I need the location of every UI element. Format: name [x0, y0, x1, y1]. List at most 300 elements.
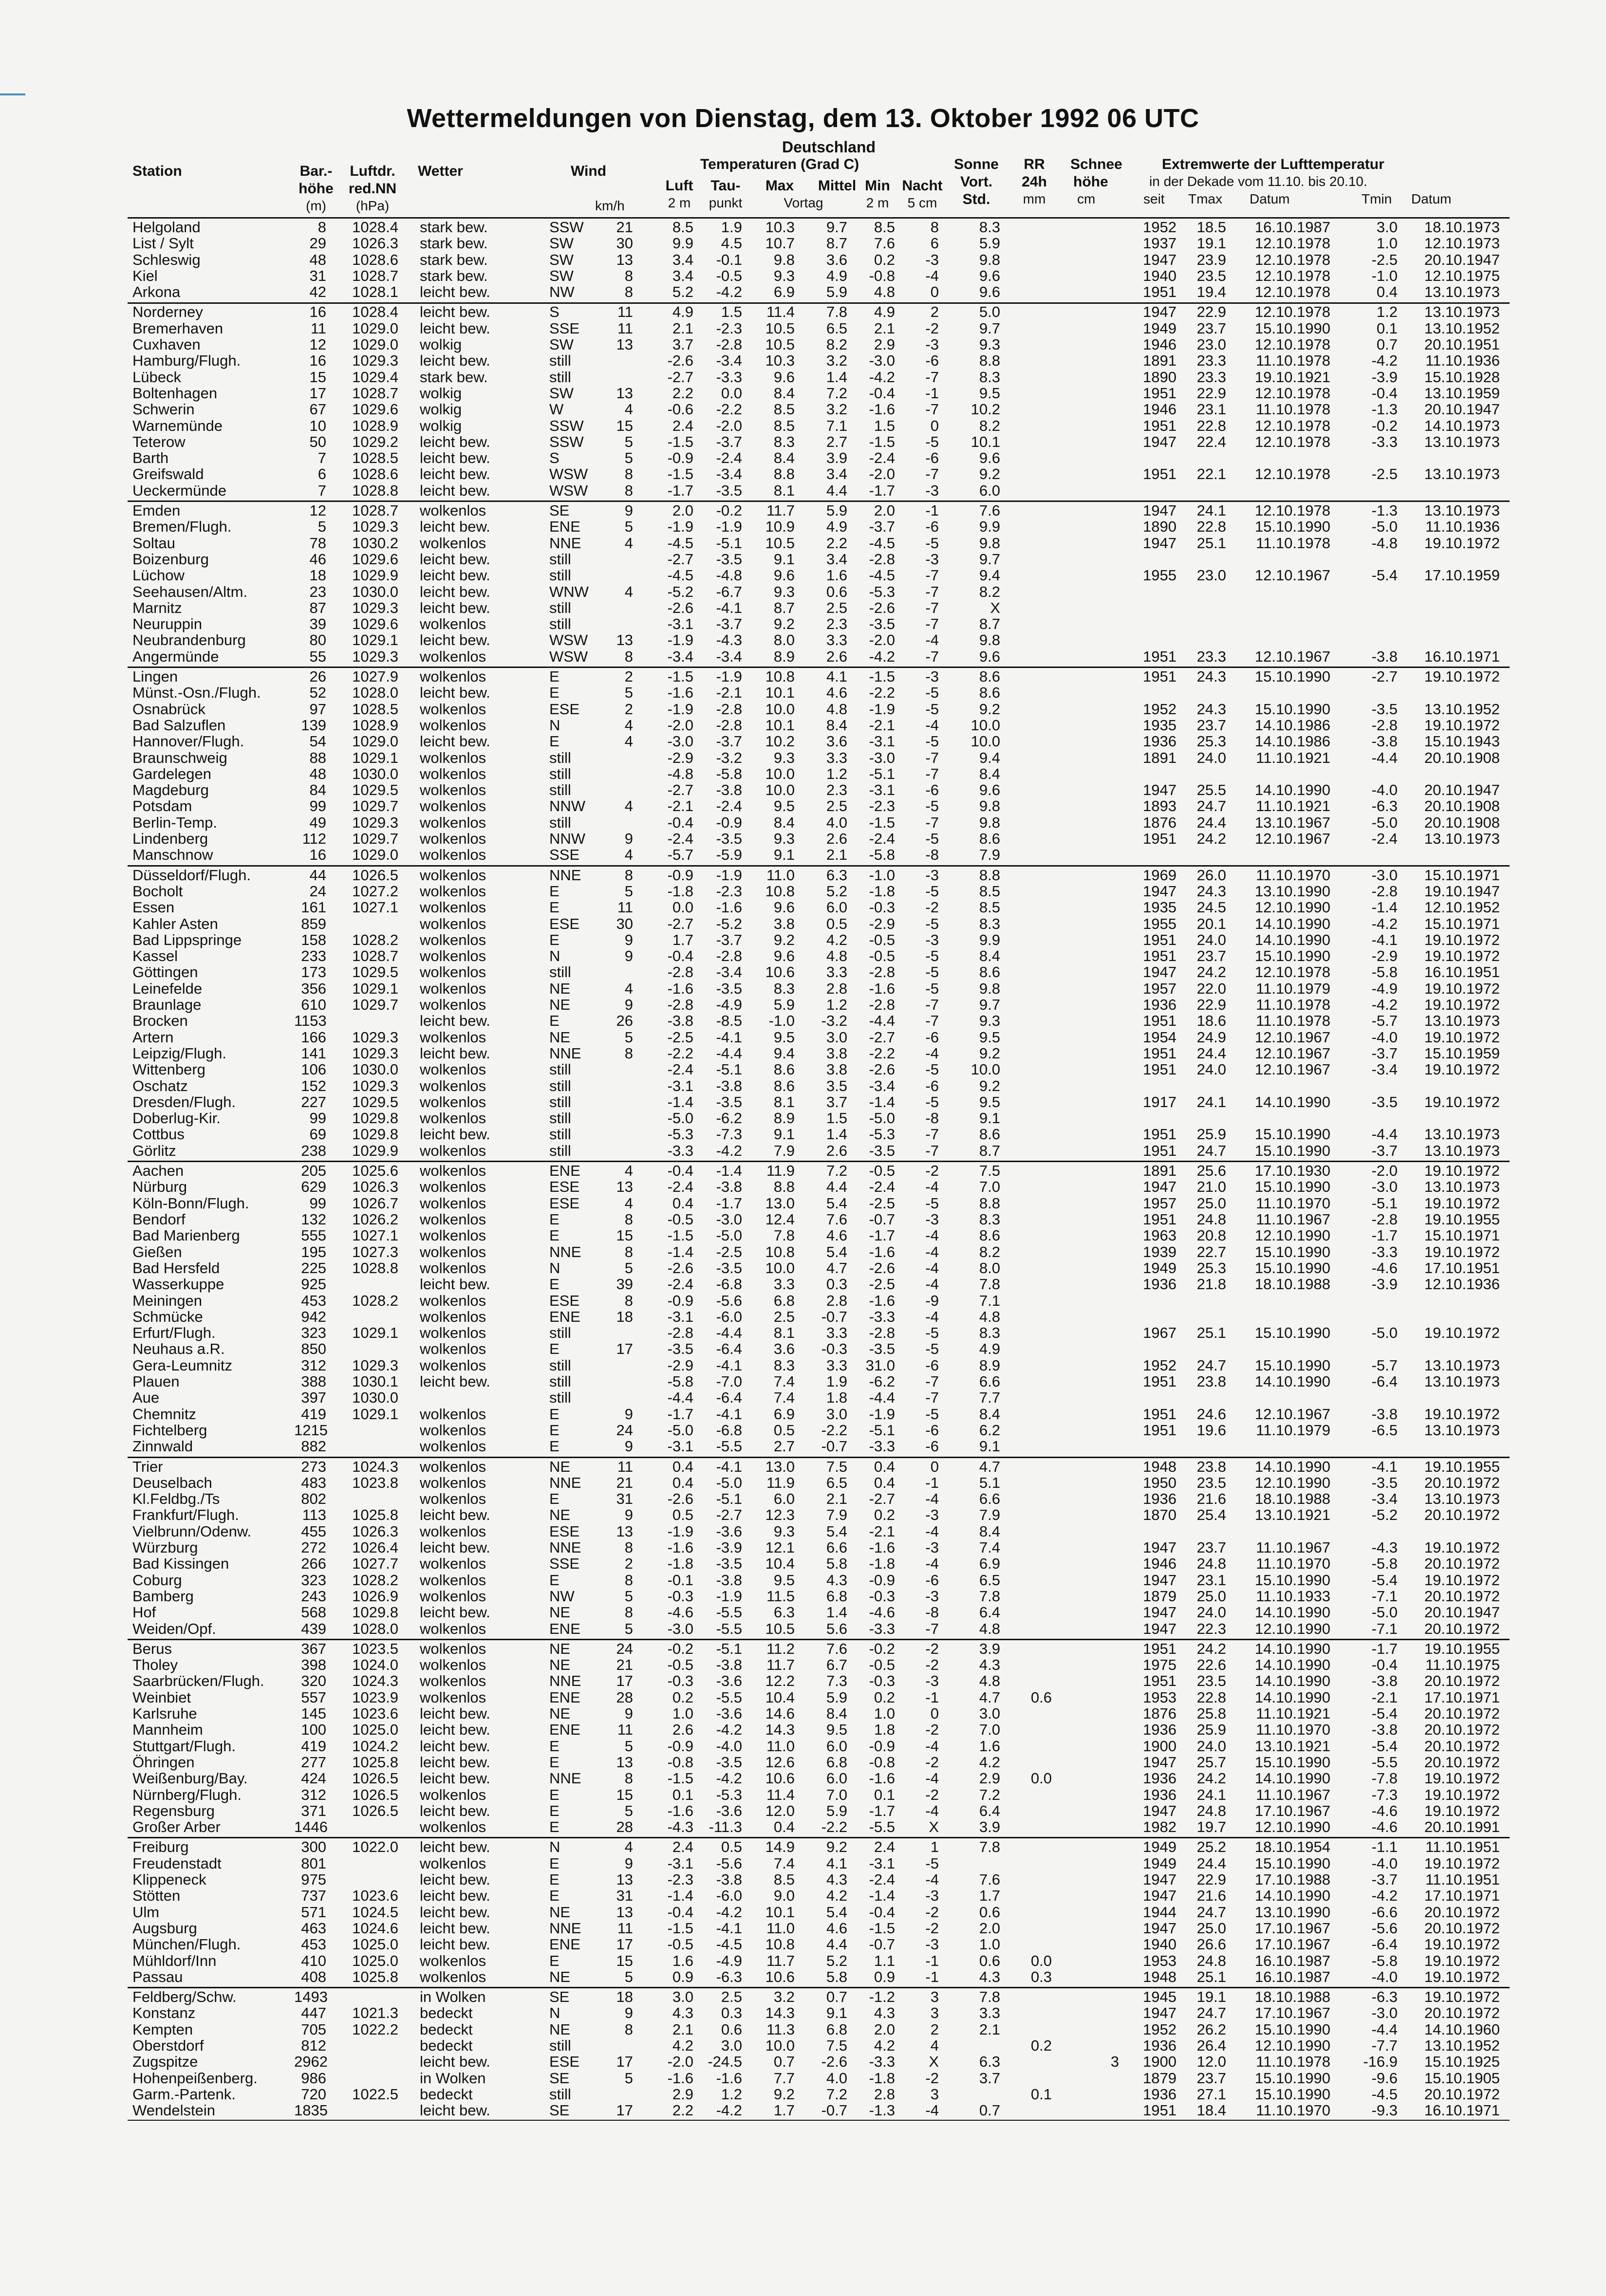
cell-pressure: 1028.5: [352, 449, 398, 466]
table-row: [0, 600, 1606, 616]
cell-wind-speed: 5: [624, 1968, 633, 1985]
table-row: [0, 1029, 1606, 1045]
cell-temp-max: 7.4: [773, 1373, 795, 1390]
cell-tmin: -3.8: [1371, 1406, 1398, 1423]
cell-sunshine: 0.7: [979, 2102, 1000, 2119]
cell-tmin: -5.2: [1371, 1506, 1398, 1523]
cell-tmax: 18.5: [1196, 219, 1226, 236]
cell-temp-min: -2.0: [869, 631, 895, 648]
cell-tmax-date: 15.10.1990: [1254, 1357, 1330, 1374]
cell-weather: wolkenlos: [420, 1029, 486, 1046]
table-row: [0, 1325, 1606, 1341]
cell-temp-air: 4.3: [672, 2004, 693, 2021]
cell-station: Helgoland: [132, 219, 201, 236]
cell-wind-dir: SSW: [549, 417, 584, 434]
cell-temp-air: -2.7: [667, 369, 693, 386]
cell-wind-dir: SSW: [549, 219, 584, 236]
cell-temp-air: 0.4: [672, 1458, 693, 1475]
cell-weather: leicht bew.: [420, 1126, 490, 1143]
cell-sunshine: 9.6: [979, 781, 1000, 798]
cell-since-year: 1947: [1143, 1539, 1176, 1556]
header-bar-1: Bar.-: [299, 163, 333, 179]
cell-wind-speed: 13: [616, 631, 633, 648]
cell-temp-mean: 5.9: [826, 1802, 847, 1819]
cell-tmax: 24.0: [1196, 1061, 1226, 1078]
table-row: [0, 502, 1606, 518]
cell-since-year: 1947: [1143, 535, 1176, 552]
cell-temp-dew: -0.1: [716, 251, 742, 268]
cell-temp-mean: 2.5: [826, 797, 847, 815]
cell-sunshine: 9.8: [979, 980, 1000, 997]
cell-sunshine: 4.8: [979, 1620, 1000, 1637]
cell-tmax: 22.9: [1196, 303, 1226, 320]
cell-weather: leicht bew.: [420, 599, 490, 616]
cell-bar-height: 850: [301, 1340, 326, 1357]
cell-bar-height: 455: [301, 1523, 326, 1540]
cell-temp-mean: 4.9: [826, 267, 847, 284]
cell-temp-air: 2.2: [672, 385, 693, 402]
table-row: [0, 584, 1606, 600]
cell-tmax-date: 11.10.1978: [1256, 2053, 1330, 2070]
cell-temp-mean: 9.2: [826, 1838, 847, 1855]
cell-tmin: -4.3: [1371, 1539, 1398, 1556]
cell-tmin: -4.8: [1371, 535, 1398, 552]
table-row: [0, 1871, 1606, 1888]
cell-bar-height: 802: [301, 1490, 326, 1507]
cell-tmin: -4.2: [1371, 1887, 1398, 1904]
cell-weather: wolkenlos: [420, 1292, 486, 1309]
cell-temp-dew: -3.8: [716, 1656, 742, 1673]
cell-wind-dir: ENE: [549, 1721, 580, 1738]
cell-bar-height: 238: [301, 1142, 326, 1159]
cell-temp-air: -2.6: [667, 1259, 693, 1277]
cell-tmax: 22.8: [1196, 518, 1226, 535]
cell-tmin: -4.5: [1371, 2086, 1398, 2103]
cell-wind-speed: 5: [624, 684, 633, 701]
cell-tmax-date: 13.10.1967: [1254, 814, 1330, 831]
cell-tmax: 23.3: [1196, 369, 1226, 386]
cell-tmax-date: 12.10.1978: [1254, 336, 1330, 353]
cell-weather: wolkenlos: [420, 931, 486, 948]
cell-temp-mean: 8.4: [826, 717, 847, 734]
cell-bar-height: 7: [317, 449, 326, 466]
table-row: [0, 1143, 1606, 1159]
cell-temp-dew: -1.7: [716, 1195, 742, 1212]
cell-sunshine: 9.8: [979, 251, 1000, 268]
cell-temp-night: -2: [925, 320, 939, 337]
cell-temp-min: -1.6: [869, 1770, 895, 1787]
cell-pressure: 1026.2: [352, 1211, 398, 1228]
cell-temp-air: -3.1: [667, 615, 693, 632]
cell-temp-night: -2: [925, 1904, 939, 1921]
cell-temp-night: -5: [925, 701, 939, 718]
cell-since-year: 1936: [1143, 1786, 1176, 1803]
cell-bar-height: 88: [309, 749, 326, 766]
cell-temp-max: 10.7: [765, 235, 795, 252]
cell-pressure: 1029.1: [352, 1324, 398, 1341]
cell-station: Bremen/Flugh.: [132, 518, 232, 535]
cell-pressure: 1028.5: [352, 701, 398, 718]
cell-tmin: -4.4: [1371, 749, 1398, 766]
cell-bar-height: 424: [301, 1770, 326, 1787]
cell-temp-dew: -5.0: [716, 1227, 742, 1244]
cell-temp-max: 9.5: [773, 1029, 795, 1046]
cell-temp-air: -5.0: [667, 1110, 693, 1127]
cell-temp-night: -3: [925, 668, 939, 685]
cell-temp-mean: 0.7: [826, 1988, 847, 2005]
cell-temp-min: -4.5: [869, 535, 895, 552]
table-row: [0, 1657, 1606, 1673]
cell-wind-dir: still: [549, 1324, 571, 1341]
cell-weather: leicht bew.: [420, 465, 490, 482]
cell-sunshine: 8.6: [979, 963, 1000, 981]
cell-tmin-date: 11.10.1936: [1425, 352, 1500, 369]
cell-tmax-date: 14.10.1990: [1254, 1458, 1330, 1475]
cell-wind-speed: 11: [617, 1920, 633, 1937]
cell-pressure: 1028.8: [352, 482, 398, 499]
cell-temp-air: 0.1: [672, 1786, 693, 1803]
cell-temp-air: -5.2: [667, 583, 693, 600]
cell-weather: in Wolken: [420, 1988, 486, 2005]
cell-tmin: -2.9: [1371, 947, 1398, 964]
cell-temp-min: -5.3: [869, 1126, 895, 1143]
cell-temp-air: -1.6: [667, 2070, 693, 2087]
cell-bar-height: 1153: [294, 1012, 327, 1029]
cell-weather: wolkenlos: [420, 717, 486, 734]
cell-weather: wolkenlos: [420, 1458, 486, 1475]
cell-tmax: 25.6: [1196, 1162, 1226, 1179]
cell-tmax: 25.3: [1196, 733, 1226, 750]
cell-bar-height: 266: [301, 1555, 326, 1572]
cell-bar-height: 205: [301, 1162, 326, 1179]
cell-tmin: -4.9: [1371, 980, 1398, 997]
cell-precip: 0.6: [1030, 1689, 1052, 1706]
cell-temp-dew: 1.5: [721, 303, 742, 320]
cell-temp-air: -1.6: [667, 980, 693, 997]
cell-temp-min: -3.3: [869, 2053, 895, 2070]
cell-temp-night: -2: [925, 899, 939, 916]
cell-temp-mean: -2.6: [821, 2053, 847, 2070]
cell-weather: wolkenlos: [420, 1162, 486, 1179]
cell-temp-max: 11.7: [766, 1952, 795, 1969]
cell-temp-min: -4.2: [869, 369, 895, 386]
cell-sunshine: 6.2: [979, 1422, 1000, 1439]
cell-wind-dir: E: [549, 1422, 560, 1439]
cell-temp-max: 11.0: [766, 867, 795, 884]
cell-bar-height: 31: [309, 267, 326, 284]
cell-pressure: 1028.6: [352, 251, 398, 268]
cell-tmax: 25.4: [1196, 1506, 1226, 1523]
cell-sunshine: 8.3: [979, 915, 1000, 932]
cell-tmin: -4.6: [1371, 1259, 1398, 1277]
cell-temp-night: -7: [925, 749, 939, 766]
cell-bar-height: 323: [301, 1572, 326, 1589]
cell-tmax-date: 15.10.1990: [1254, 320, 1330, 337]
cell-station: München/Flugh.: [132, 1936, 241, 1953]
cell-wind-speed: 31: [616, 1490, 633, 1507]
cell-wind-dir: still: [549, 2037, 571, 2054]
cell-wind-dir: SW: [549, 385, 574, 402]
cell-temp-mean: 6.7: [826, 1656, 847, 1673]
cell-wind-speed: 13: [616, 385, 633, 402]
cell-pressure: 1023.8: [352, 1474, 398, 1491]
cell-temp-max: 10.5: [765, 1620, 795, 1637]
cell-temp-min: -0.3: [869, 899, 895, 916]
cell-weather: leicht bew.: [420, 303, 490, 320]
cell-temp-dew: -3.5: [716, 1259, 742, 1277]
cell-wind-dir: E: [549, 1802, 560, 1819]
header-schnee-1: Schnee: [1070, 156, 1122, 172]
cell-station: Gießen: [132, 1243, 182, 1260]
cell-temp-max: 8.6: [773, 1061, 795, 1078]
cell-temp-max: 12.1: [765, 1539, 795, 1556]
cell-tmax-date: 11.10.1970: [1256, 867, 1330, 884]
cell-bar-height: 227: [301, 1093, 326, 1111]
cell-since-year: 1890: [1143, 369, 1176, 386]
cell-sunshine: 4.9: [979, 1340, 1000, 1357]
cell-pressure: 1028.7: [352, 502, 398, 519]
cell-wind-dir: E: [549, 1572, 560, 1589]
cell-temp-mean: -0.7: [821, 1438, 847, 1455]
cell-tmin-date: 11.10.1951: [1425, 1871, 1500, 1888]
cell-temp-air: -0.9: [667, 449, 693, 466]
cell-snow: 3: [1110, 2053, 1119, 2070]
cell-temp-air: -3.5: [667, 1340, 693, 1357]
cell-temp-night: -7: [925, 465, 939, 482]
cell-weather: wolkenlos: [420, 1406, 486, 1423]
cell-temp-min: -0.8: [869, 267, 895, 284]
cell-temp-mean: 3.3: [826, 749, 847, 766]
cell-temp-max: 10.8: [765, 668, 795, 685]
cell-sunshine: 9.4: [979, 749, 1000, 766]
cell-temp-night: -4: [925, 1276, 939, 1293]
cell-sunshine: 4.7: [979, 1689, 1000, 1706]
cell-tmax-date: 12.10.1978: [1254, 417, 1330, 434]
cell-tmin: -1.0: [1371, 267, 1398, 284]
cell-temp-night: -5: [925, 883, 939, 900]
cell-wind-speed: 13: [616, 1904, 633, 1921]
cell-temp-mean: 3.0: [826, 1029, 847, 1046]
cell-wind-speed: 39: [616, 1276, 633, 1293]
cell-temp-min: -2.4: [869, 830, 895, 847]
cell-wind-speed: 17: [616, 2053, 633, 2070]
cell-temp-dew: -5.9: [716, 846, 742, 863]
cell-pressure: 1029.7: [352, 797, 398, 815]
cell-weather: wolkenlos: [420, 1308, 486, 1325]
cell-weather: wolkenlos: [420, 1855, 486, 1872]
cell-tmin: -2.8: [1371, 717, 1398, 734]
cell-weather: wolkenlos: [420, 1243, 486, 1260]
cell-temp-min: -0.3: [869, 1588, 895, 1605]
cell-tmin-date: 12.10.1952: [1424, 899, 1500, 916]
cell-wind-dir: NE: [549, 1904, 571, 1921]
cell-weather: leicht bew.: [420, 1373, 490, 1390]
cell-temp-air: -4.3: [667, 1818, 693, 1835]
cell-tmax-date: 14.10.1990: [1254, 1887, 1330, 1904]
cell-tmax-date: 14.10.1990: [1254, 915, 1330, 932]
cell-temp-night: -4: [925, 1308, 939, 1325]
cell-sunshine: 8.2: [979, 583, 1000, 600]
cell-temp-min: 4.9: [874, 303, 895, 320]
cell-tmin: -3.9: [1371, 1276, 1398, 1293]
cell-wind-dir: NNW: [549, 797, 586, 815]
cell-sunshine: 5.1: [979, 1474, 1000, 1491]
cell-wind-dir: E: [549, 1490, 560, 1507]
cell-temp-night: -5: [925, 980, 939, 997]
cell-sunshine: 7.8: [979, 1988, 1000, 2005]
cell-temp-night: -2: [925, 1920, 939, 1937]
cell-temp-max: 8.6: [773, 1077, 795, 1094]
cell-temp-air: -3.1: [667, 1855, 693, 1872]
cell-tmax: 23.7: [1196, 2070, 1226, 2087]
cell-tmin-date: 13.10.1952: [1424, 2037, 1500, 2054]
cell-weather: bedeckt: [420, 2021, 473, 2038]
cell-bar-height: 48: [309, 765, 326, 782]
cell-tmax-date: 17.10.1988: [1254, 1871, 1330, 1888]
cell-wind-speed: 5: [624, 1620, 633, 1637]
cell-tmin: -5.8: [1371, 1952, 1398, 1969]
cell-tmin-date: 18.10.1973: [1424, 219, 1500, 236]
cell-since-year: 1951: [1143, 668, 1176, 685]
cell-temp-night: -4: [925, 631, 939, 648]
cell-temp-dew: 0.5: [721, 1838, 742, 1855]
cell-tmax: 24.7: [1196, 1357, 1226, 1374]
cell-tmin-date: 15.10.1971: [1424, 1227, 1500, 1244]
cell-temp-air: -0.6: [667, 401, 693, 418]
table-row: [0, 1293, 1606, 1309]
cell-temp-mean: 7.5: [826, 2037, 847, 2054]
cell-since-year: 1890: [1143, 518, 1176, 535]
table-row: [0, 1195, 1606, 1211]
cell-tmin-date: 19.10.1972: [1424, 1786, 1500, 1803]
cell-wind-speed: 8: [624, 482, 633, 499]
cell-tmin-date: 20.10.1972: [1424, 1754, 1500, 1771]
table-row: [0, 418, 1606, 434]
table-row: [0, 815, 1606, 831]
header-extrem-1: Extremwerte der Lufttemperatur: [1162, 156, 1384, 172]
cell-weather: wolkig: [420, 385, 462, 402]
cell-temp-dew: -6.8: [716, 1276, 742, 1293]
cell-tmin-date: 14.10.1960: [1424, 2021, 1500, 2038]
cell-tmin: -1.3: [1371, 502, 1398, 519]
cell-wind-speed: 11: [617, 320, 633, 337]
cell-tmin-date: 19.10.1972: [1424, 1770, 1500, 1787]
cell-wind-speed: 8: [624, 1770, 633, 1787]
table-row: [0, 648, 1606, 665]
cell-station: Bad Lippspringe: [132, 931, 242, 948]
cell-tmin-date: 19.10.1972: [1424, 1324, 1500, 1341]
header-luftdr-3: (hPa): [355, 198, 390, 213]
cell-temp-night: -6: [925, 352, 939, 369]
cell-temp-mean: 7.2: [826, 1162, 847, 1179]
cell-tmin: -2.1: [1371, 1689, 1398, 1706]
cell-tmin-date: 13.10.1973: [1424, 502, 1500, 519]
cell-temp-air: -3.3: [667, 1142, 693, 1159]
cell-weather: leicht bew.: [420, 1871, 490, 1888]
cell-tmax: 23.5: [1196, 267, 1226, 284]
cell-wind-dir: still: [549, 615, 571, 632]
cell-temp-dew: -5.5: [716, 1604, 742, 1621]
cell-tmin: -3.0: [1371, 2004, 1398, 2021]
cell-tmax: 21.6: [1196, 1887, 1226, 1904]
cell-temp-air: -2.4: [667, 830, 693, 847]
cell-temp-max: 6.0: [773, 1490, 795, 1507]
cell-bar-height: 12: [309, 502, 326, 519]
cell-pressure: 1024.0: [352, 1656, 398, 1673]
cell-tmax-date: 12.10.1978: [1254, 267, 1330, 284]
cell-temp-night: -3: [925, 336, 939, 353]
cell-bar-height: 99: [309, 797, 326, 815]
cell-tmin-date: 13.10.1973: [1424, 1357, 1500, 1374]
page-subtitle: Deutschland: [782, 138, 876, 156]
cell-sunshine: 10.0: [971, 1061, 1000, 1078]
cell-since-year: 1891: [1143, 352, 1176, 369]
cell-temp-min: 8.5: [874, 219, 895, 236]
table-row: [0, 1227, 1606, 1243]
cell-pressure: 1024.2: [352, 1738, 398, 1755]
cell-temp-air: -2.9: [667, 1357, 693, 1374]
cell-wind-dir: NNE: [549, 1474, 581, 1491]
cell-temp-min: -2.6: [869, 599, 895, 616]
cell-tmax: 22.8: [1196, 1689, 1226, 1706]
cell-temp-min: -0.5: [869, 1162, 895, 1179]
cell-tmax: 23.0: [1196, 336, 1226, 353]
table-row: [0, 1855, 1606, 1871]
table-row: [0, 369, 1606, 385]
cell-pressure: 1026.3: [352, 1523, 398, 1540]
cell-pressure: 1029.9: [352, 1142, 398, 1159]
cell-tmax-date: 11.10.1978: [1256, 401, 1330, 418]
cell-temp-max: 9.6: [773, 369, 795, 386]
cell-temp-night: -7: [925, 401, 939, 418]
cell-station: Wendelstein: [132, 2102, 216, 2119]
cell-tmax-date: 13.10.1990: [1254, 1904, 1330, 1921]
cell-bar-height: 55: [309, 648, 326, 665]
cell-temp-dew: -3.9: [716, 1539, 742, 1556]
cell-tmin: -3.3: [1371, 433, 1398, 450]
cell-wind-dir: WSW: [549, 482, 588, 499]
cell-since-year: 1947: [1143, 1572, 1176, 1589]
cell-bar-height: 571: [301, 1904, 326, 1921]
cell-wind-dir: ESE: [549, 2053, 580, 2070]
cell-wind-speed: 8: [624, 1243, 633, 1260]
cell-tmin-date: 16.10.1951: [1424, 963, 1500, 981]
cell-tmin: -4.1: [1371, 1458, 1398, 1475]
cell-tmin: -9.3: [1371, 2102, 1398, 2119]
cell-temp-max: 10.0: [765, 1259, 795, 1277]
header-luftdr-1: Luftdr.: [350, 163, 395, 179]
cell-temp-air: 3.4: [672, 251, 693, 268]
cell-station: Lingen: [132, 668, 178, 685]
cell-temp-dew: -1.6: [716, 899, 742, 916]
cell-tmax-date: 11.10.1978: [1256, 535, 1330, 552]
cell-wind-speed: 5: [624, 1802, 633, 1819]
cell-temp-min: -3.3: [869, 1308, 895, 1325]
cell-temp-min: -2.1: [869, 1523, 895, 1540]
cell-station: Düsseldorf/Flugh.: [132, 867, 251, 884]
cell-weather: wolkenlos: [420, 1142, 486, 1159]
cell-temp-night: -5: [925, 963, 939, 981]
cell-temp-night: -5: [925, 1093, 939, 1111]
cell-tmin: -7.1: [1371, 1588, 1398, 1605]
cell-temp-mean: 8.4: [826, 1705, 847, 1722]
cell-weather: wolkenlos: [420, 980, 486, 997]
cell-temp-night: 8: [930, 219, 939, 236]
cell-bar-height: 139: [301, 717, 326, 734]
cell-temp-mean: 6.6: [826, 1539, 847, 1556]
cell-station: Emden: [132, 502, 181, 519]
cell-bar-height: 882: [301, 1438, 326, 1455]
